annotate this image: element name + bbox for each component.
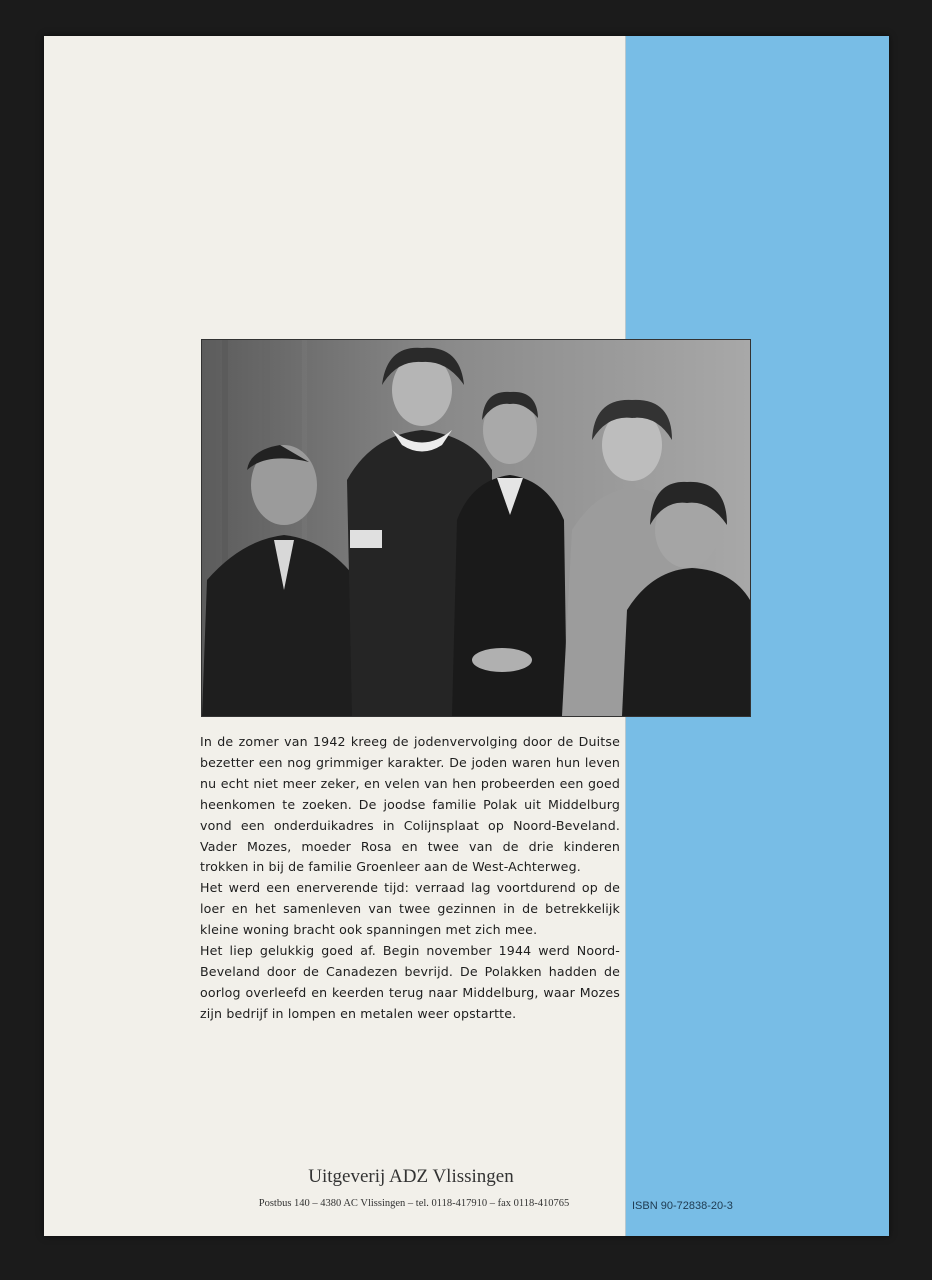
blurb-text [200, 732, 620, 1025]
family-photo [201, 339, 751, 717]
blurb-paragraph-1: In de zomer van 1942 kreeg de jodenvervolging door de Duitse bezetter een nog grimmiger karakter. De joden waren hun leven nu echt niet meer zeker, en velen van hen probeerden een goed heenkomen te zoeken. De joodse familie Polak uit Middelburg vond een onderduikadres in Colijnsplaat op Noord-Beveland. Vader Mozes, moeder Rosa en twee van de drie kinderen trokken in bij de familie Groenleer aan de West-Achterweg. [200, 734, 620, 875]
book-back-cover [44, 36, 889, 1236]
blurb-paragraph-2: Het werd een enerverende tijd: verraad lag voortdurend op de loer en het samenleven van twee gezinnen in de betrekkelijk kleine woning bracht ook spanningen met zich mee. [200, 880, 620, 938]
publisher-address: Postbus 140 – 4380 AC Vlissingen – tel. 0118-417910 – fax 0118-410765 [258, 1198, 570, 1209]
isbn-number: ISBN 90-72838-20-3 [632, 1200, 733, 1212]
family-photo-image [202, 340, 750, 716]
publisher-name: Uitgeverij ADZ Vlissingen [308, 1166, 514, 1187]
blurb-paragraph-3: Het liep gelukkig goed af. Begin november 1944 werd Noord-Beveland door de Canadezen bevrijd. De Polakken hadden de oorlog overleefd en keerden terug naar Middelburg, waar Mozes zijn bedrijf in lompen en metalen weer opstartte. [200, 943, 620, 1021]
